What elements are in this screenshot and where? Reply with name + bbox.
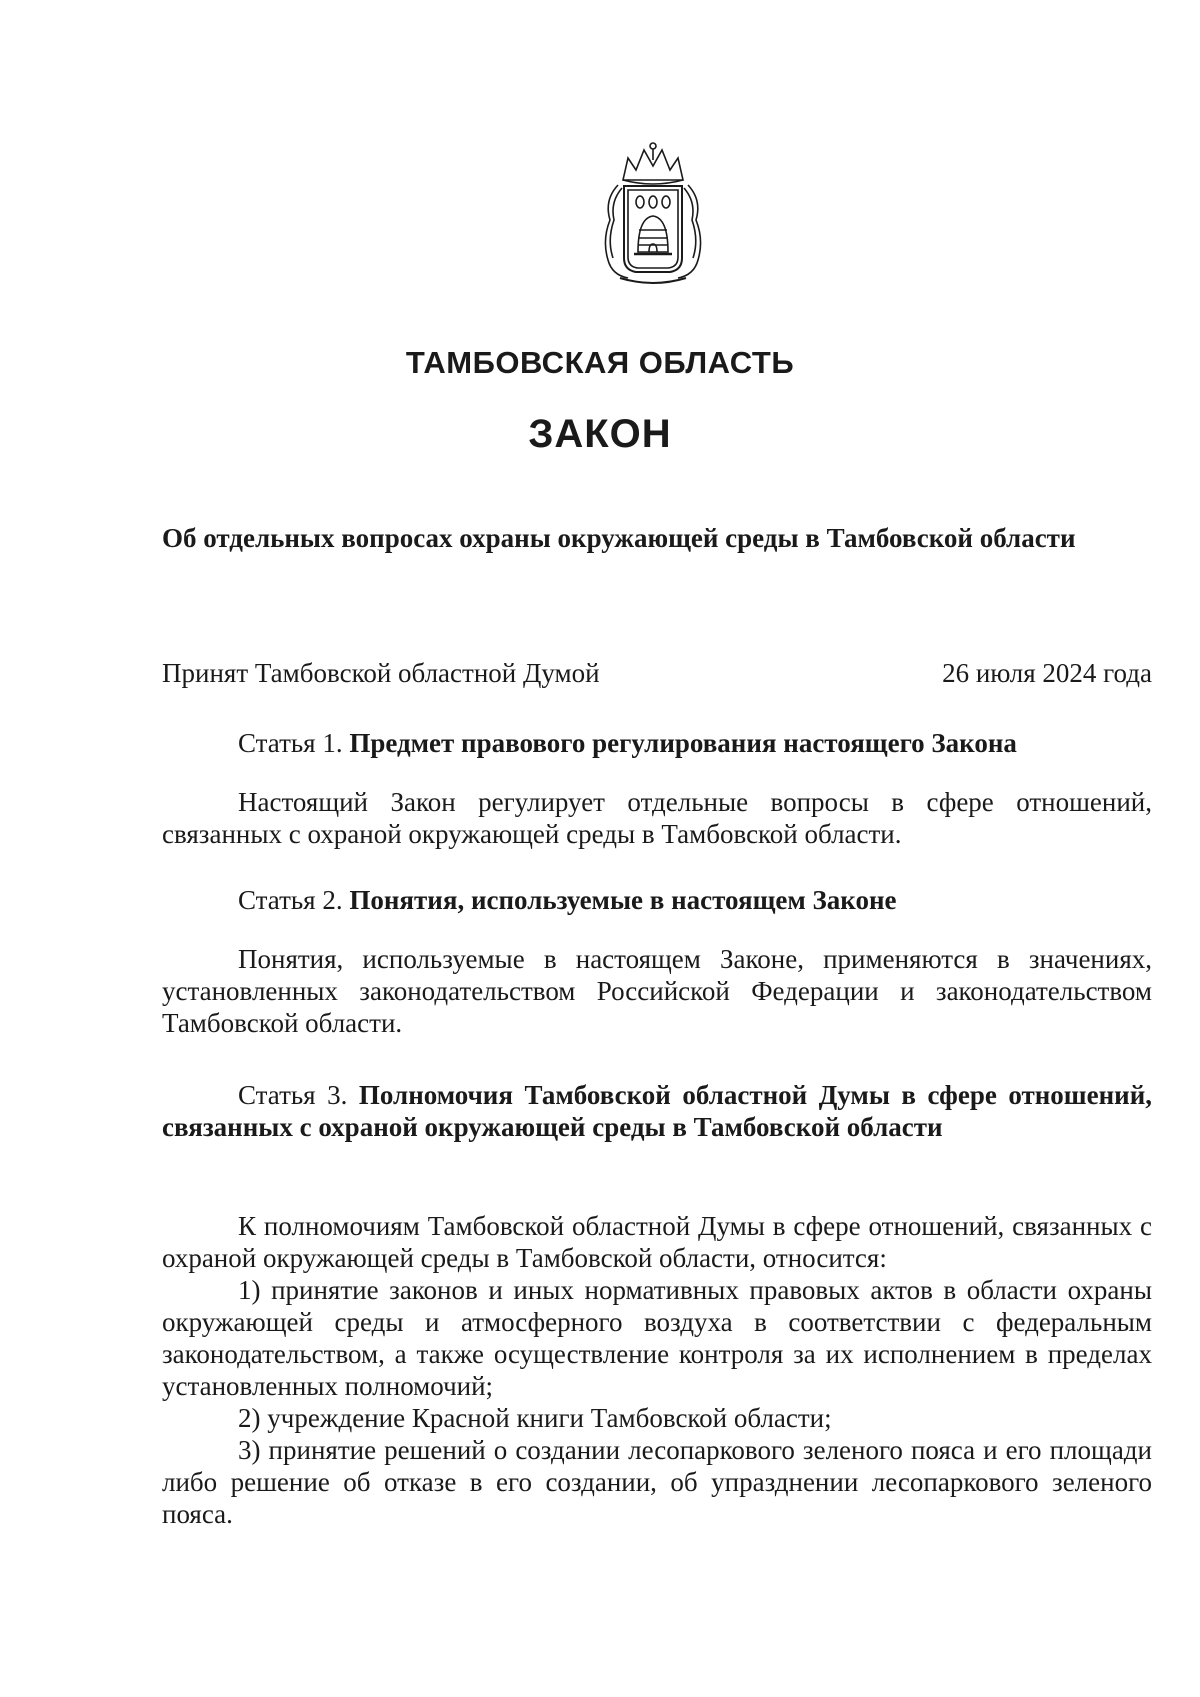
list-item: 2) учреждение Красной книги Тамбовской области;: [238, 1403, 832, 1433]
tambov-coat-of-arms-icon: [598, 140, 708, 290]
article-title: Полномочия Тамбовской областной Думы в сфере отношений, связанных с охраной окружающей среды в Тамбовской области: [162, 1080, 1153, 1142]
article-3-heading: [162, 1079, 1152, 1143]
article-1-text: Настоящий Закон регулирует отдельные вопросы в сфере отношений, связанных с охраной окружающей среды в Тамбовской области.: [162, 787, 1152, 849]
article-title: Понятия, используемые в настоящем Законе: [349, 885, 897, 915]
article-3-intro: К полномочиям Тамбовской областной Думы в сфере отношений, связанных с охраной окружающей среды в Тамбовской области, относится:: [162, 1211, 1152, 1273]
law-title: Об отдельных вопросах охраны окружающей среды в Тамбовской области: [162, 523, 1076, 553]
article-2-text: Понятия, используемые в настоящем Законе, применяются в значениях, установленных законодательством Российской Федерации и законодательством Тамбовской области.: [162, 944, 1152, 1038]
document-type-heading: ЗАКОН: [528, 412, 672, 456]
adoption-date: 26 июля 2024 года: [942, 658, 1152, 688]
region-heading: ТАМБОВСКАЯ ОБЛАСТЬ: [405, 345, 795, 380]
article-label: Статья 1.: [238, 728, 343, 758]
article-2-heading: [162, 884, 1152, 916]
article-label: Статья 2.: [238, 885, 343, 915]
list-item: 1) принятие законов и иных нормативных правовых актов в области охраны окружающей среды и атмосферного воздуха в соответствии с федеральным законодательством, а также осуществление контроля за их исполнением в пределах установленных полномочий;: [162, 1275, 1152, 1401]
article-3-body: [162, 1210, 1152, 1530]
adoption-body: Принят Тамбовской областной Думой: [162, 658, 600, 688]
adoption-line: [162, 657, 1152, 689]
list-item: 3) принятие решений о создании лесопаркового зеленого пояса и его площади либо решение об отказе в его создании, об упразднении лесопаркового зеленого пояса.: [162, 1435, 1152, 1529]
article-label: Статья 3.: [238, 1080, 348, 1110]
article-title: Предмет правового регулирования настоящего Закона: [349, 728, 1017, 758]
article-1-heading: [162, 727, 1152, 759]
